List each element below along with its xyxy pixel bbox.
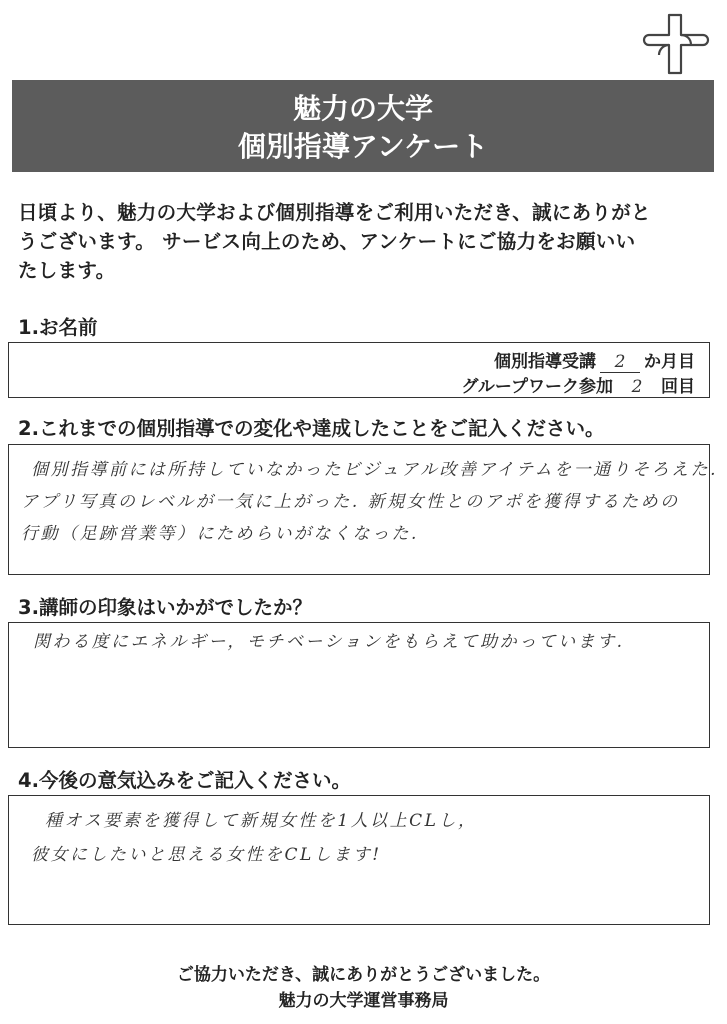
guidance-value: 2	[600, 352, 640, 373]
q4-title: 4.今後の意気込みをご記入ください。	[18, 769, 351, 792]
group-unit: 回目	[661, 377, 695, 397]
q4-answer-box[interactable]	[8, 795, 710, 925]
title-line-2: 個別指導アンケート	[237, 130, 489, 163]
guidance-months-line	[494, 347, 695, 373]
intro-line-3: たします。	[18, 259, 116, 282]
footer-office: 魅力の大学運営事務局	[278, 991, 449, 1011]
cross-logo-icon	[641, 10, 711, 80]
q2-answer-line-2: アプリ写真のレベルが一気に上がった. 新規女性とのアポを獲得するための	[21, 492, 680, 512]
group-label: グループワーク参加	[461, 377, 613, 397]
q3-answer-line-1: 関わる度にエネルギー，モチベーションをもらえて助かっています.	[33, 632, 625, 652]
q4-answer-line-2: 彼女にしたいと思える女性をCLします!	[31, 845, 382, 865]
q2-answer-box[interactable]	[8, 444, 719, 575]
footer	[0, 962, 727, 1014]
q2-title: 2.これまでの個別指導での変化や達成したことをご記入ください。	[18, 417, 605, 440]
q2-answer-line-1: 個別指導前には所持していなかったビジュアル改善アイテムを一通りそろえた.	[31, 460, 719, 480]
q1-answer-box[interactable]	[8, 342, 710, 398]
guidance-unit: か月目	[644, 352, 695, 372]
intro-line-2: うございます。 サービス向上のため、アンケートにご協力をお願いい	[18, 230, 636, 253]
q1-title: 1.お名前	[18, 316, 98, 339]
intro-line-1: 日頃より、魅力の大学および個別指導をご利用いただき、誠にありがと	[18, 201, 651, 224]
group-work-line	[461, 372, 695, 398]
intro-text	[18, 198, 713, 285]
q3-title: 3.講師の印象はいかがでしたか？	[18, 596, 312, 619]
q3-answer-box[interactable]	[8, 622, 710, 748]
footer-thanks: ご協力いただき、誠にありがとうございました。	[176, 965, 551, 985]
page-header	[12, 80, 714, 172]
group-value: 2	[617, 377, 657, 398]
title-line-1: 魅力の大学	[292, 92, 433, 125]
guidance-label: 個別指導受講	[494, 352, 596, 372]
q4-answer-line-1: 種オス要素を獲得して新規女性を1人以上CLし，	[45, 811, 478, 831]
q2-answer-line-3: 行動（足跡営業等）にためらいがなくなった.	[21, 524, 419, 544]
